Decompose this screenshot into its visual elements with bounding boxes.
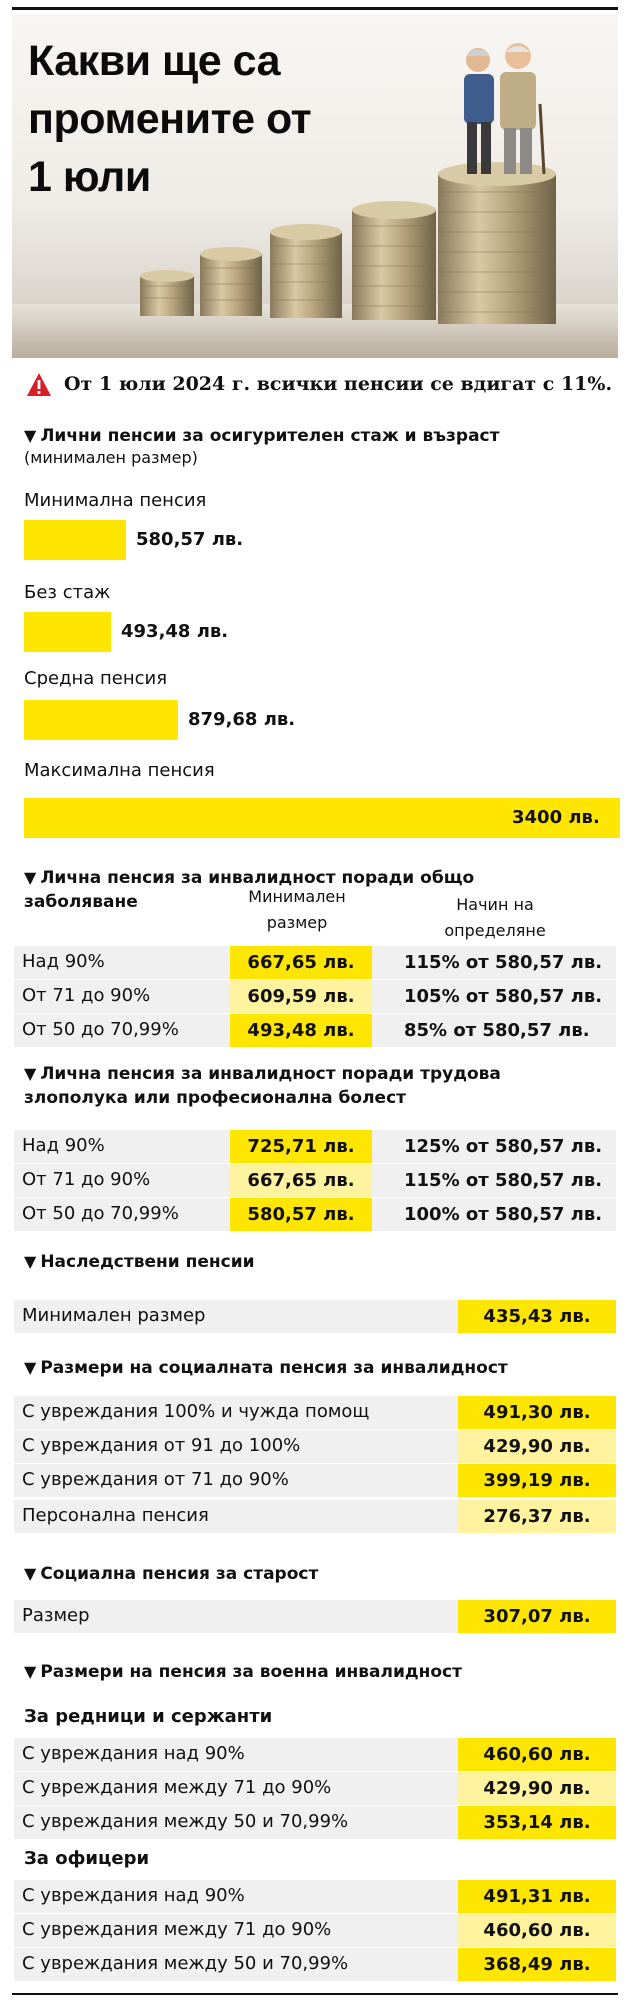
row-label: С увреждания между 50 и 70,99% — [22, 1811, 349, 1832]
amount-cell: 307,07 лв. — [458, 1600, 616, 1633]
table-row — [14, 980, 616, 1013]
triangle-down-icon: ▼ — [24, 1064, 37, 1083]
bar-category-label: Максимална пенсия — [24, 760, 215, 781]
table-row — [14, 1772, 616, 1805]
row-label: С увреждания между 50 и 70,99% — [22, 1953, 349, 1974]
bar-value-label: 493,48 лв. — [121, 621, 229, 642]
subheading-officers: За офицери — [24, 1848, 150, 1869]
bar-value-label: 3400 лв. — [512, 807, 600, 828]
coin-stack-1 — [140, 270, 194, 316]
section-title-work-accident-disability: ▼ Лична пенсия за инвалидност поради трудова злополука или професионална болест — [24, 1064, 501, 1108]
rule-cell: 85% от 580,57 лв. — [404, 1020, 590, 1041]
amount-cell: 353,14 лв. — [458, 1806, 616, 1839]
triangle-down-icon: ▼ — [24, 1564, 37, 1583]
amount-cell: 667,65 лв. — [230, 1164, 372, 1197]
rule-cell: 105% от 580,57 лв. — [404, 986, 603, 1007]
table-row — [14, 1600, 616, 1633]
table-row — [14, 1880, 616, 1913]
row-label: Над 90% — [22, 951, 105, 972]
top-rule — [12, 7, 618, 10]
row-label: С увреждания между 71 до 90% — [22, 1919, 332, 1940]
amount-cell: 493,48 лв. — [230, 1014, 372, 1047]
bar — [24, 612, 111, 652]
table-row — [14, 946, 616, 979]
coin-stack-4 — [352, 201, 436, 320]
amount-cell: 435,43 лв. — [458, 1300, 616, 1333]
rule-cell: 115% от 580,57 лв. — [404, 1170, 603, 1191]
triangle-down-icon: ▼ — [24, 1252, 37, 1271]
table-row — [14, 1164, 616, 1197]
coin-stack-2 — [200, 247, 262, 316]
row-label: От 71 до 90% — [22, 985, 151, 1006]
rule-cell: 115% от 580,57 лв. — [404, 952, 603, 973]
triangle-down-icon: ▼ — [24, 1662, 37, 1681]
table-row — [14, 1396, 616, 1429]
coin-stack-5 — [438, 162, 556, 324]
bar-category-label: Средна пенсия — [24, 668, 168, 689]
bar-category-label: Минимална пенсия — [24, 490, 207, 511]
amount-cell: 491,31 лв. — [458, 1880, 616, 1913]
row-label: С увреждания 100% и чужда помощ — [22, 1401, 370, 1422]
table-row — [14, 1198, 616, 1231]
row-label: От 50 до 70,99% — [22, 1203, 179, 1224]
section-subtitle: (минимален размер) — [24, 448, 198, 467]
column-header-min-amount: Минимален размер — [248, 887, 346, 932]
rule-cell: 125% от 580,57 лв. — [404, 1136, 603, 1157]
amount-cell: 491,30 лв. — [458, 1396, 616, 1429]
warning-icon — [26, 372, 52, 398]
table-row — [14, 1806, 616, 1839]
bar-category-label: Без стаж — [24, 582, 111, 603]
table-row — [14, 1430, 616, 1463]
bar — [24, 520, 126, 560]
section-title-military-disability: ▼ Размери на пенсия за военна инвалидност — [24, 1662, 462, 1682]
elderly-couple-figures — [464, 43, 544, 174]
page-title: Какви ще са промените от 1 юли — [28, 37, 312, 201]
row-label: С увреждания над 90% — [22, 1885, 245, 1906]
section-title-old-age-pensions: ▼ Лични пенсии за осигурителен стаж и възраст — [24, 426, 500, 446]
hero-image — [12, 14, 618, 358]
row-label: Персонална пенсия — [22, 1505, 209, 1526]
amount-cell: 429,90 лв. — [458, 1772, 616, 1805]
section-title-general-disability: ▼ Лична пенсия за инвалидност поради общо заболяване — [24, 868, 475, 912]
amount-cell: 609,59 лв. — [230, 980, 372, 1013]
amount-cell: 580,57 лв. — [230, 1198, 372, 1231]
amount-cell: 667,65 лв. — [230, 946, 372, 979]
table-row — [14, 1500, 616, 1533]
row-label: С увреждания от 71 до 90% — [22, 1469, 289, 1490]
amount-cell: 725,71 лв. — [230, 1130, 372, 1163]
column-header-method: Начин на определяне — [444, 895, 546, 940]
row-label: От 71 до 90% — [22, 1169, 151, 1190]
table-row — [14, 1300, 616, 1333]
section-title-social-disability: ▼ Размери на социалната пенсия за инвалидност — [24, 1358, 508, 1378]
bottom-rule — [12, 1993, 618, 1995]
coin-stack-3 — [270, 224, 342, 318]
alert-banner — [26, 372, 616, 402]
row-label: Размер — [22, 1605, 90, 1626]
row-label: С увреждания от 91 до 100% — [22, 1435, 301, 1456]
row-label: От 50 до 70,99% — [22, 1019, 179, 1040]
amount-cell: 276,37 лв. — [458, 1500, 616, 1533]
table-row — [14, 1130, 616, 1163]
row-label: С увреждания над 90% — [22, 1743, 245, 1764]
amount-cell: 460,60 лв. — [458, 1738, 616, 1771]
row-label: С увреждания между 71 до 90% — [22, 1777, 332, 1798]
amount-cell: 399,19 лв. — [458, 1464, 616, 1497]
table-row — [14, 1014, 616, 1047]
subheading-privates-sergeants: За редници и сержанти — [24, 1706, 273, 1727]
bar — [24, 700, 178, 740]
table-row — [14, 1914, 616, 1947]
bar-value-label: 580,57 лв. — [136, 529, 244, 550]
row-label: Над 90% — [22, 1135, 105, 1156]
section-title-social-old-age: ▼ Социална пенсия за старост — [24, 1564, 319, 1584]
table-row — [14, 1948, 616, 1981]
rule-cell: 100% от 580,57 лв. — [404, 1204, 603, 1225]
bar-value-label: 879,68 лв. — [188, 709, 296, 730]
amount-cell: 429,90 лв. — [458, 1430, 616, 1463]
alert-text: От 1 юли 2024 г. всички пенсии се вдигат с 11%. — [64, 373, 613, 395]
triangle-down-icon: ▼ — [24, 868, 37, 887]
triangle-down-icon: ▼ — [24, 1358, 37, 1377]
table-row — [14, 1738, 616, 1771]
section-title-survivor-pensions: ▼ Наследствени пенсии — [24, 1252, 255, 1272]
amount-cell: 460,60 лв. — [458, 1914, 616, 1947]
row-label: Минимален размер — [22, 1305, 206, 1326]
amount-cell: 368,49 лв. — [458, 1948, 616, 1981]
table-row — [14, 1464, 616, 1497]
triangle-down-icon: ▼ — [24, 426, 37, 445]
